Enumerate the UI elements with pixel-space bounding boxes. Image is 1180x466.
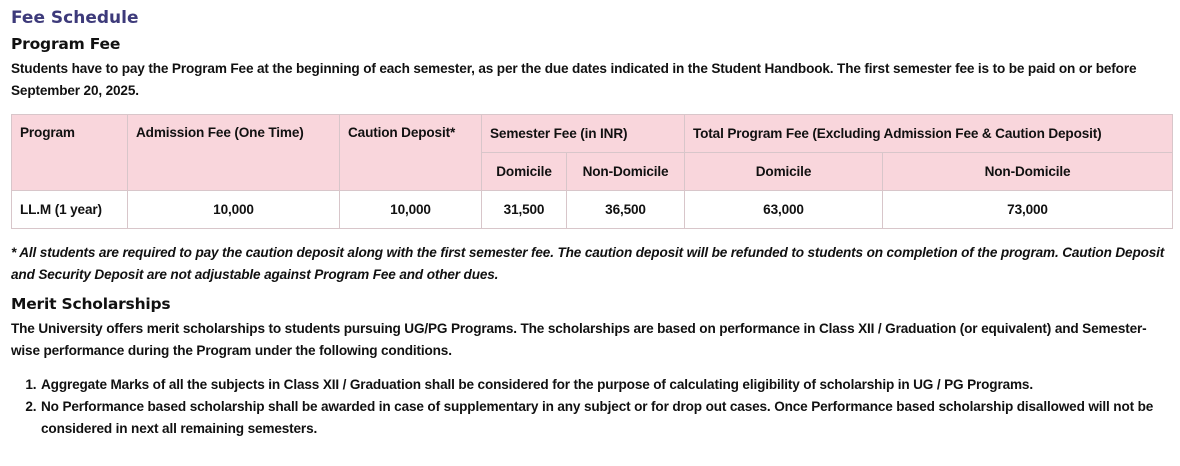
list-item: 1. Aggregate Marks of all the subjects in Class XII / Graduation shall be considered for the purpose of calculating eligibility of scholarship in UG / PG Programs. [40, 374, 1173, 396]
col-header-admission-fee: Admission Fee (One Time) [128, 115, 340, 191]
merit-scholarships-intro: The University offers merit scholarships to students pursuing UG/PG Programs. The scholarships are based on performance in Class XII / Graduation (or equivalent) and Semester-wise performance during the Program under the following conditions. [11, 321, 1147, 358]
col-header-sem-non-domicile: Non-Domicile [567, 153, 685, 191]
cell-admission-fee: 10,000 [128, 191, 340, 229]
cell-program: LL.M (1 year) [12, 191, 128, 229]
fee-table [11, 114, 1173, 229]
table-row [12, 191, 1173, 229]
scholarship-conditions-list [11, 374, 1173, 440]
cell-caution-deposit: 10,000 [340, 191, 482, 229]
list-item: 2. No Performance based scholarship shall be awarded in case of supplementary in any subject or for drop out cases. Once Performance based scholarship disallowed will not be considered in next all remaining semesters. [40, 396, 1173, 440]
col-header-total-non-domicile: Non-Domicile [883, 153, 1173, 191]
col-header-sem-domicile: Domicile [482, 153, 567, 191]
page-title: Fee Schedule [11, 8, 139, 28]
col-header-total-fee: Total Program Fee (Excluding Admission Fee & Caution Deposit) [685, 115, 1173, 153]
col-header-total-domicile: Domicile [685, 153, 883, 191]
program-fee-heading: Program Fee [11, 35, 121, 53]
caution-deposit-footnote: * All students are required to pay the caution deposit along with the first semester fee. The caution deposit will be refunded to students on completion of the program. Caution Deposit and Security Deposit are not adjustable against Program Fee and other dues. [11, 245, 1165, 282]
merit-scholarships-heading: Merit Scholarships [11, 295, 171, 313]
table-header-row [12, 115, 1173, 153]
col-header-program: Program [12, 115, 128, 191]
program-fee-intro: Students have to pay the Program Fee at the beginning of each semester, as per the due dates indicated in the Student Handbook. The first semester fee is to be paid on or before September 20, 2025. [11, 61, 1137, 98]
col-header-caution-deposit: Caution Deposit* [340, 115, 482, 191]
col-header-semester-fee: Semester Fee (in INR) [482, 115, 685, 153]
cell-total-non-domicile: 73,000 [883, 191, 1173, 229]
cell-sem-non-domicile: 36,500 [567, 191, 685, 229]
cell-total-domicile: 63,000 [685, 191, 883, 229]
cell-sem-domicile: 31,500 [482, 191, 567, 229]
